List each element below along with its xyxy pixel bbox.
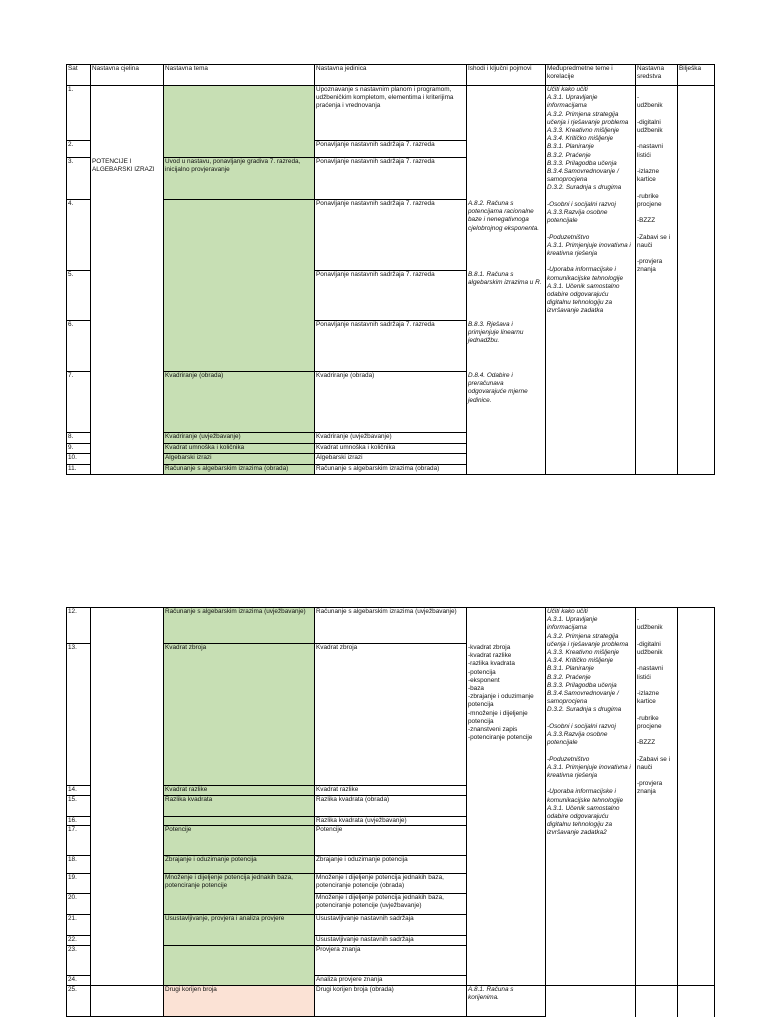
tema-cell: Računanje s algebarskim izrazima (uvježbavanje) xyxy=(165,608,306,615)
row-border xyxy=(66,914,90,915)
sat-cell: 9. xyxy=(68,444,74,451)
header-jedinica: Nastavna jedinica xyxy=(316,65,367,72)
jedinica-cell: Ponavljanje nastavnih sadržaja 7. razreda xyxy=(316,200,435,207)
row-border xyxy=(66,825,90,826)
tema-cell: Zbrajanje i oduzimanje potencija xyxy=(165,856,257,863)
tema-cell: Kvadrat razlike xyxy=(165,786,208,793)
sat-cell: 5. xyxy=(68,271,74,278)
row-border xyxy=(163,643,314,644)
sat-cell: 13. xyxy=(68,644,77,651)
sat-cell: 19. xyxy=(68,874,77,881)
sat-cell: 16. xyxy=(68,817,77,824)
sat-cell: 25. xyxy=(68,986,77,993)
row-border xyxy=(466,1016,545,1017)
row-border xyxy=(314,893,466,894)
header-medupredmetne: Međupredmetne teme i korelacije xyxy=(547,65,613,81)
sat-cell: 12. xyxy=(68,608,77,615)
ishod-cell: D.8.4. Odabire i preračunava odgovarajuće mjerne jedinice. xyxy=(468,372,528,404)
jedinica-cell: Množenje i dijeljenje potencija jednakih baza, potenciranje potencije (obrada) xyxy=(316,874,444,890)
tema-cell: Računanje s algebarskim izrazima (obrada) xyxy=(165,465,289,472)
sat-cell: 7. xyxy=(68,372,74,379)
sat-cell: 24. xyxy=(68,976,77,983)
tema-cell: Množenje i dijeljenje potencija jednakih baza, potenciranje potencije xyxy=(165,874,293,890)
row-border xyxy=(163,795,314,796)
column-border xyxy=(66,607,67,1017)
row-border xyxy=(163,785,314,786)
tema-cell: Kvadrat umnoška i količnika xyxy=(165,444,245,451)
nastavna-sredstva: - udžbenik -digitalni udžbenik -nastavni listići -izlazne kartice -rubrike procjene -BZZZ -Zabavi se i nauči -provjera znanja xyxy=(637,616,671,796)
row-border xyxy=(163,985,314,986)
row-border xyxy=(66,985,90,986)
row-border xyxy=(66,893,90,894)
row-border xyxy=(163,1016,314,1017)
header-ishodi: Ishodi i ključni pojmovi xyxy=(468,65,532,72)
sat-cell: 23. xyxy=(68,946,77,953)
ishod-cell: B.8.1. Računa s algebarskim izrazima u R. xyxy=(468,271,542,287)
jedinica-cell: Kvadrat razlike xyxy=(316,786,359,793)
medupredmetne-teme: Učiti kako učiti A.3.1. Upravljanje informacijama A.3.2. Primjena strategija učenja i rješavanje problema A.3.3. Kreativno mišljenje A.3.4. Kritičko mišljenje B.3.1. Planiranje B.3.2. Praćenje B.3.3. Prilagodba učenja B.3.4.Samovrednovanje / samoprocjena D.3.2. Suradnja s drugima -Osobni i socijalni razvoj A.3.3.Razvija osobne potencijale -Poduzetništvo A.3.1. Primjenjuje inovativna i kreativna rješenja -Uporaba informacijske i komunikacijske tehnologije A.3.1. Učenik samostalno odabire odgovarajuću digitalnu tehnologiju za izvršavanje zadatka2 xyxy=(547,608,631,837)
row-border xyxy=(163,855,314,856)
sat-cell: 8. xyxy=(68,433,74,440)
row-border xyxy=(163,825,314,826)
jedinica-cell: Ponavljanje nastavnih sadržaja 7. razreda xyxy=(316,321,435,328)
jedinica-cell: Razlika kvadrata (uvježbavanje) xyxy=(316,817,407,824)
column-border xyxy=(714,607,715,1017)
row-border xyxy=(66,785,90,786)
row-border xyxy=(66,795,90,796)
jedinica-cell: Ponavljanje nastavnih sadržaja 7. razreda xyxy=(316,271,435,278)
tema-cell: Potencije xyxy=(165,826,192,833)
sat-cell: 21. xyxy=(68,915,77,922)
jedinica-cell: Množenje i dijeljenje potencija jednakih baza, potenciranje potencije (uvježbavanje) xyxy=(316,894,444,910)
sat-cell: 3. xyxy=(68,158,74,165)
row-border xyxy=(314,855,466,856)
row-border xyxy=(466,985,545,986)
row-border xyxy=(66,945,90,946)
header-tema: Nastavna tema xyxy=(165,65,208,72)
sat-cell: 20. xyxy=(68,894,77,901)
row-border xyxy=(66,975,90,976)
tema-cell: Kvadriranje (obrada) xyxy=(165,372,224,379)
nastavna-cjelina: POTENCIJE I ALGEBARSKI IZRAZI xyxy=(92,158,155,174)
row-border xyxy=(163,914,314,915)
jedinica-cell: Kvadrat umnoška i količnika xyxy=(316,444,396,451)
tema-cell: Uvod u nastavu, ponavljanje gradiva 7. razreda, inicijalno provjeravanje xyxy=(165,158,301,174)
sat-cell: 2. xyxy=(68,141,74,148)
sat-cell: 14. xyxy=(68,786,77,793)
column-border xyxy=(90,607,91,1017)
row-border xyxy=(66,643,90,644)
nastavna-sredstva: - udžbenik -digitalni udžbenik -nastavni listići -izlazne kartice -rubrike procjene -BZZZ -Zabavi se i nauči -provjera znanja xyxy=(637,94,671,274)
row-border xyxy=(90,985,163,986)
sat-cell: 18. xyxy=(68,856,77,863)
row-border xyxy=(314,873,466,874)
header-biljeska: Bilješka xyxy=(679,65,702,72)
row-border xyxy=(314,914,466,915)
jedinica-cell: Kvadriranje (uvježbavanje) xyxy=(316,433,392,440)
row-border xyxy=(314,1016,466,1017)
jedinica-cell: Zbrajanje i oduzimanje potencija xyxy=(316,856,408,863)
sat-cell: 17. xyxy=(68,826,77,833)
row-border xyxy=(314,945,466,946)
sat-cell: 4. xyxy=(68,200,74,207)
row-border xyxy=(66,855,90,856)
jedinica-cell: Potencije xyxy=(316,826,343,833)
sat-cell: 15. xyxy=(68,796,77,803)
column-border xyxy=(466,607,467,1017)
row-border xyxy=(314,935,466,936)
jedinica-cell: Usustavljivanje nastavnih sadržaja xyxy=(316,936,414,943)
sat-cell: 22. xyxy=(68,936,77,943)
jedinica-cell: Kvadriranje (obrada) xyxy=(316,372,375,379)
jedinica-cell: Analiza provjere znanja xyxy=(316,976,383,983)
tema-cell: Kvadrat zbroja xyxy=(165,644,207,651)
tema-cell: Kvadriranje (uvježbavanje) xyxy=(165,433,241,440)
row-border xyxy=(66,873,90,874)
column-border xyxy=(314,607,315,1017)
ishod-cell: A.8.2. Računa s potencijama racionalne baze i nenegativnoga cjelobrojnog eksponenta. xyxy=(468,200,540,232)
row-border xyxy=(66,1016,90,1017)
column-border xyxy=(545,607,546,1017)
header-cjelina: Nastavna cjelina xyxy=(92,65,139,72)
jedinica-cell: Provjera znanja xyxy=(316,946,361,953)
row-border xyxy=(163,945,314,946)
row-border xyxy=(314,785,466,786)
row-border xyxy=(314,816,466,817)
row-border xyxy=(90,1016,163,1017)
sat-cell: 11. xyxy=(68,465,77,472)
jedinica-cell: Algebarski izrazi xyxy=(316,454,363,461)
row-border xyxy=(163,873,314,874)
row-border xyxy=(163,816,314,817)
row-border xyxy=(314,643,466,644)
header-sredstva: Nastavna sredstva xyxy=(637,65,664,81)
row-border xyxy=(66,935,90,936)
jedinica-cell: Usustavljivanje nastavnih sadržaja xyxy=(316,915,414,922)
sat-cell: 10. xyxy=(68,454,77,461)
row-border xyxy=(545,985,714,986)
column-border xyxy=(635,607,636,1017)
row-border xyxy=(66,816,90,817)
sat-cell: 6. xyxy=(68,321,74,328)
tema-cell: Algebarski izrazi xyxy=(165,454,212,461)
jedinica-cell: Ponavljanje nastavnih sadržaja 7. razreda xyxy=(316,158,435,165)
tema-cell: Drugi korijen broja xyxy=(165,986,217,993)
jedinica-cell: Računanje s algebarskim izrazima (uvježbavanje) xyxy=(316,608,457,615)
row-border xyxy=(314,975,466,976)
kljucni-pojmovi: -kvadrat zbroja -kvadrat razlike -razlika kvadrata -potencija -eksponent -baza -zbrajanje i oduzimanje potencija -množenje i dijeljenje potencija -znanstveni zapis -potenciranje potencije xyxy=(468,644,534,742)
jedinica-cell: Kvadrat zbroja xyxy=(316,644,358,651)
tema-cell: Usustavljivanje, provjera i analiza provjere xyxy=(165,915,285,922)
sat-cell: 1. xyxy=(68,86,74,93)
ishod-cell: A.8.1. Računa s korijenima. xyxy=(468,986,514,1002)
medupredmetne-teme: Učiti kako učiti A.3.1. Upravljanje informacijama A.3.2. Primjena strategija učenja i rješavanje problema A.3.3. Kreativno mišljenje A.3.4. Kritičko mišljenje B.3.1. Planiranje B.3.2. Praćenje B.3.3. Prilagodba učenja B.3.4.Samovrednovanje / samoprocjena D.3.2. Suradnja s drugima -Osobni i socijalni razvoj A.3.3.Razvija osobne potencijale -Poduzetništvo A.3.1. Primjenjuje inovativna i kreativna rješenja -Uporaba informacijske i komunikacijske tehnologije A.3.1. Učenik samostalno odabire odgovarajuću digitalnu tehnologiju za izvršavanje zadatka xyxy=(547,86,631,315)
jedinica-cell: Računanje s algebarskim izrazima (obrada) xyxy=(316,465,440,472)
row-border xyxy=(314,795,466,796)
tema-cell: Razlika kvadrata xyxy=(165,796,213,803)
jedinica-cell: Upoznavanje s nastavnim planom i programom, udžbeničkim kompletom, elementima i kriterijima praćenja i vrednovanja xyxy=(316,86,454,110)
ishod-cell: B.8.3. Rješava i primjenjuje linearnu jednadžbu. xyxy=(468,321,524,345)
header-sat: Sat xyxy=(68,65,78,72)
jedinica-cell: Drugi korijen broja (obrada) xyxy=(316,986,394,993)
column-border xyxy=(163,607,164,1017)
row-border xyxy=(314,825,466,826)
jedinica-cell: Razlika kvadrata (obrada) xyxy=(316,796,390,803)
column-border xyxy=(677,607,678,1017)
jedinica-cell: Ponavljanje nastavnih sadržaja 7. razreda xyxy=(316,141,435,148)
row-border xyxy=(314,985,466,986)
